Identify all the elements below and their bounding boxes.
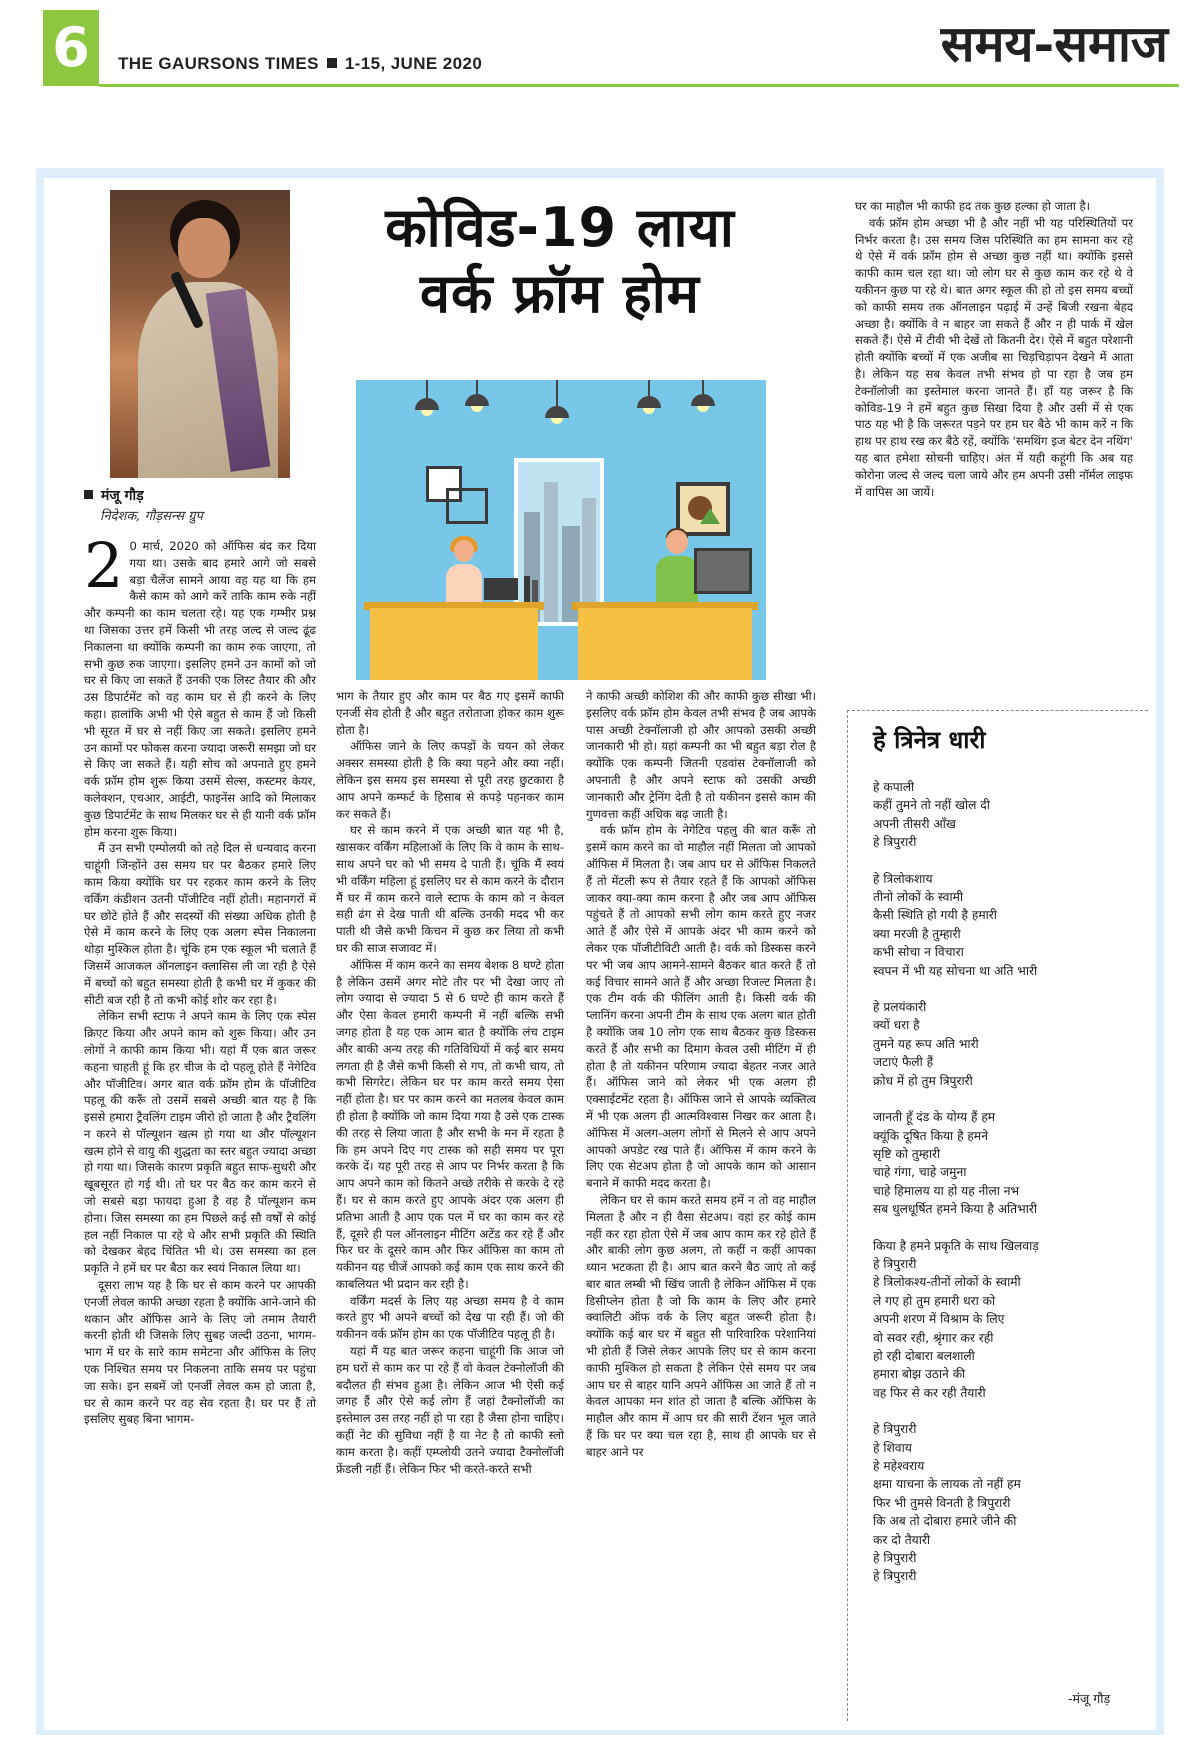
article-paragraph: घर से काम करने में एक अच्छी बात यह भी है, खासकर वर्किंग महिलाओं के लिए कि वे काम के साथ-साथ अपने घर को भी समय दे पाती हैं। चूंकि मैं स्वयं भी वर्किंग महिला हूं इसलिए घर से काम करने के दौरान मैं घर में काम करने वाले स्टाफ के काम को न केवल सही ढंग से देख पाती थी बल्कि उनकी मदद भी कर पाती थी जैसे कभी किचन में कुछ कर लिया तो कभी घर की साज सजावट में। [336,823,564,955]
desk-right [578,608,752,680]
article-paragraph: भाग के तैयार हुए और काम पर बैठ गए इसमें काफी एनर्जी सेव होती है और बहुत तरोताजा होकर काम शुरू होता है। [336,689,564,737]
masthead [0,0,1200,88]
poem-stanza [873,998,1143,1090]
poem-line: हे त्रिपुरारी [873,1569,917,1584]
article-paragraph: वर्क फ्रॉम होम अच्छा भी है और नहीं भी यह परिस्थितियों पर निर्भर करता है। उस समय जिस परिस्थिति का हम सामना कर रहे थे ऐसे में वर्क फ्रॉम होम से अच्छा कुछ नहीं था। क्योंकि इससे काफी काम चल रहा था। जो लोग घर से कुछ काम कर रहे थे वे यकीनन कुछ पा रहे थे। बात अगर स्कूल की हो तो इस समय बच्चों को काफी समय तक ऑनलाइन पढ़ाई में उन्हें बिजी रखना बेहद अच्छा है। क्योंकि वे न बाहर जा सकते हैं और न ही पार्क में खेल सकते हैं। ऐसे में टीवी भी देखें तो कितनी देर। ऐसे में बहुत परेशानी होती क्योंकि बच्चों में एक अजीब सा चिड़चिड़ापन देखने में आता है। लेकिन यह सब केवल तभी संभव हो पा रहा है जब हम टेक्नॉलोजी का इस्तेमाल करना जानते हैं। हाँ यह जरूर है कि कोविड-19 ने हमें बहुत कुछ सिखा दिया है और उसी में से एक पाठ यह भी है कि जरूरत पड़ने पर हम घर बैठे भी काम करें न कि हाथ पर हाथ रख कर बैठे रहें, क्योंकि 'समथिंग इज बेटर देन नथिंग' यह बात हमेशा सोचनी चाहिए। अंत में यही कहूंगी कि अब यह कोरोना जल्द से जल्द चला जाये और हम अपनी उसी नॉर्मल लाइफ में वापिस आ जायें। [855,215,1133,499]
article-paragraph: वर्क फ्रॉम होम के नेगेटिव पहलु की बात करूँ तो इसमें काम करने का वो माहौल नहीं मिलता जो आपको ऑफिस में मिलता है। जब आप घर से ऑफिस निकलते हैं तो मेंटली रूप से तैयार रहते हैं कि आपको ऑफिस जाकर क्या-क्या काम करना है और जब आप ऑफिस पहुंचते हैं तो आपको सभी लोग काम करते हुए नजर आते हैं और ऐसे में आपके अंदर भी काम करने को लेकर एक पॉजीटीविटी आती है। वर्क को डिस्कस करने पर भी जब आप आमने-सामने बैठकर बात करते हैं तो कई विचार सामने आते हैं और अच्छा रिजल्ट मिलता है। एक टीम वर्क की फीलिंग आती है। किसी वर्क की प्लानिंग करना अपनी टीम के साथ एक अलग बात होती है क्योंकि जब 10 लोग एक साथ बैठकर कुछ डिस्कस करते हैं और सभी का दिमाग केवल उसी मीटिंग में ही होता है तो यकीनन परिणाम ज्यादा बेहतर नजर आते हैं। ऑफिस जाने को लेकर भी एक अलग ही एक्साईटमेंट रहता है। ऑफिस जाने से आपके व्यक्तित्व में भी एक अलग ही आत्मविश्वास निखर कर आता है। ऑफिस में अलग-अलग लोगों से मिलने से आप अपने आपको अपडेट रख पाते हैं। ऑफिस में काम करने के लिए एक सेटअप होता है जो आपके काम को आसान बनाने में काफी मदद करता है। [586,823,816,1191]
article-paragraph: ने काफी अच्छी कोशिश की और काफी कुछ सीखा भी। इसलिए वर्क फ्रॉम होम केवल तभी संभव है जब आपके पास अच्छी टेक्नॉलाजी हो और आपको उसकी अच्छी जानकारी भी हो। यहां कम्पनी का भी बहुत बड़ा रोल है क्योंकि एक कम्पनी जितनी एडवांस टेक्नॉलाजी को अपनाती है और अपने स्टाफ को उसकी अच्छी जानकारी और ट्रेनिंग देती है तो यकीनन इससे काम की गुणवत्ता कहीं अधिक बढ़ जाती है। [586,689,816,821]
man-working-icon [656,530,696,604]
poem-line: तीनो लोकों के स्वामी [873,890,964,905]
article-paragraph: 2 0 मार्च, 2020 को ऑफिस बंद कर दिया गया था। उसके बाद हमारे आगे जो सबसे बड़ा चैलेंज सामने आया वह यह था कि हम कैसे काम को आगे करें ताकि काम रुके नहीं और कम्पनी का काम चलता रहे। यह एक गम्भीर प्रश्न था जिसका उत्तर हमें किसी भी तरह जल्द से जल्द ढूंढ निकालना था क्योंकि कम्पनी का काम रुक जाएगा, तो सभी कुछ रुक जाएगा। इसलिए हमने उन कामों को जो घर से किए जा सकते हैं उनकी एक लिस्ट तैयार की और उस डिपार्टमेंट को वह काम घर से ही करने के लिए कहा। हालांकि अभी भी ऐसे बहुत से काम हैं जो किसी भी सूरत में घर से नहीं किए जा सकते। इसलिए हमने उन कामों पर फोकस करना ज्यादा जरूरी समझा जो घर से किए जा सकते हैं। यही सोच को अपनाते हुए हमने वर्क फ्रॉम होम शुरू किया उसमें सेल्स, कस्टमर केयर, कलेक्शन, एचआर, आईटी, फाइनेंस आदि को मिलाकर कुछ डिपार्टमेंट के साथ मिलकर घर से ही यानी वर्क फ्रॉम होम करना शुरू किया। [84,529,316,839]
article-paragraph: लेकिन सभी स्टाफ ने अपने काम के लिए एक स्पेस क्रिएट किया और अपने काम को शुरू किया। और उन लोगों ने काफी काम किया भी। यहां मैं एक बात जरूर कहना चाहती हूं कि हर चीज के दो पहलू होते हैं नेगेटिव और पॉजीटिव। अगर बात वर्क फ्रॉम होम के पॉजीटिव पहलू की करूँ तो उसमें सबसे अच्छी बात यह है कि इससे हमारा ट्रैवलिंग टाइम जीरो हो जाता है और ट्रैवलिंग न करने से पॉल्यूशन खत्म हो गया था और पॉल्यूशन खत्म होने से वायु की शुद्धता का स्तर बहुत ज्यादा अच्छा हो गया था। जिसके कारण प्रकृति बहुत साफ-सुथरी और खूबसूरत हो गई थी। तो घर पर बैठ कर काम करने से जो सबसे बड़ा फायदा हुआ है वह है पॉल्यूशन कम होना। जिस समस्या का हम पिछले कई सौ वर्षों से कोई हल नहीं निकाल पा रहे थे और सभी प्रकृति की स्थिति को देखकर बेहद चिंतित भी थे। उस समस्या का हल प्रकृति ने हमें घर पर बैठा कर स्वयं निकाल लिया था। [84,1009,316,1276]
poem-line: हे त्रिपुरारी [873,1422,917,1437]
square-bullet-icon [84,490,93,499]
article-paragraph: लेकिन घर से काम करते समय हमें न तो वह माहौल मिलता है और न ही वैसा सेटअप। वहां हर कोई काम नहीं कर रहा होता ऐसे में जब आप काम कर रहे होते हैं और बाकी लोग कुछ अलग, तो कहीं न कहीं आपका ध्यान भटकता ही है। आप बात करने बैठ जाएं तो कई बार बात लम्बी भी खिंच जाती है लेकिन ऑफिस में एक डिसीप्लेन होता है जो कि काम के लिए और हमारे क्वालिटी ऑफ वर्क के लिए बहुत जरूरी होता है। क्योंकि कई बार घर में बहुत सी पारिवारिक परेशानियां भी होती हैं जिसे लेकर आपके लिए घर से काम करना काफी मुश्किल हो सकता है लेकिन ऐसे समय पर जब आप घर से बाहर यानि अपने ऑफिस आ जाते हैं तो न केवल आपका मन शांत हो जाता है बल्कि ऑफिस के माहौल और काम में आप घर की सारी टेंशन भूल जाते हैं कि घर पर क्या चल रहा है, साथ ही आपके घर से बाहर आने पर [586,1192,816,1459]
poem-line: सृष्टि को तुम्हारी [873,1146,941,1161]
laptop-icon [484,578,518,600]
poem-line: हमारा बोझ उठाने की [873,1367,966,1382]
desk-left [370,608,538,680]
poem-line: हो रही दोबारा बलशाली [873,1348,975,1363]
poem-stanza [873,1237,1143,1403]
author-photo [110,190,290,478]
author-name: मंजू गौड़ [101,488,144,504]
poem-stanza [873,870,1143,980]
poem-line: सब धुलधूर्षित हमने किया है अतिभारी [873,1202,1037,1217]
square-bullet-icon [327,58,337,68]
headline [340,195,780,327]
poem-line: तुमने यह रूप अति भारी [873,1036,979,1051]
publication-line [118,54,482,74]
poem-line: वो सवर रही, श्रृंगार कर रही [873,1330,994,1345]
poem-line: फिर भी तुमसे विनती है त्रिपुरारी [873,1495,1011,1510]
poem-line: क्या मरजी है तुम्हारी [873,926,961,941]
poem-line: अपनी तीसरी आँख [873,816,956,831]
poem-line: हे त्रिलोकशाय [873,871,933,886]
headline-line-2: वर्क फ्रॉम होम [420,262,700,325]
poem-line: क्यों धरा है [873,1018,920,1033]
article-paragraph: यहां मैं यह बात जरूर कहना चाहूंगी कि आज जो हम घरों से काम कर पा रहे हैं वो केवल टेक्नोलॉजी की बदौलत ही संभव हुआ है। लेकिन आज भी ऐसी कई जगह हैं और ऐसे कई लोग हैं जहां टैक्नोलॉजी का इस्तेमाल उस तरह नहीं हो पा रहा है जैसा होना चाहिए। कहीं नेट की सुविधा नहीं है या नेट है तो काफी स्लो काम करता है। कहीं एम्प्लोयी उतने ज्यादा टैक्नोलॉजी फ्रेंडली नहीं हैं। लेकिन फिर भी करते-करते सभी [336,1344,564,1476]
article-column-2 [336,688,564,1477]
publication-name: THE GAURSONS TIMES [118,54,319,73]
author-byline [84,486,144,505]
masthead-rule [99,84,1179,87]
author-title: निदेशक, गौड़सन्स ग्रुप [100,509,203,524]
article-paragraph: घर का माहौल भी काफी हद तक कुछ हल्का हो जाता है। [855,199,1091,213]
poem-line: क्यूंकि दूषित किया है हमने [873,1128,988,1143]
poem-line: अपनी शरण में विश्राम के लिए [873,1312,1005,1327]
article-paragraph: मैं उन सभी एम्पोलयी को तहे दिल से धन्यवाद करना चाहूंगी जिन्होंने उस समय घर पर बैठकर हमारे लिए काम किया क्योंकि घर पर रहकर काम करने के लिए वर्किंग कंडीशन उतनी पॉजीटिव नहीं होती। महानगरों में घर छोटे होते हैं और सदस्यों की संख्या अधिक होती है ऐसे में काम करने के लिए एक अलग स्पेस निकालना थोड़ा मुश्किल होता है। चूंकि हम एक स्कूल भी चलाते हैं जिसमें आजकल ऑनलाइन क्लासिस ली जा रही है ऐसे में बच्चों को बहुत समस्या होती है कभी घर में कुकर की सीटी बज रही है तो कभी कोई शोर कर रहा है। [84,841,316,1007]
work-from-home-illustration [356,380,766,680]
article-column-3 [586,688,816,1461]
article-paragraph: दूसरा लाभ यह है कि घर से काम करने पर आपकी एनर्जी लेवल काफी अच्छा रहता है क्योंकि आने-जाने की थकान और ऑफिस आने के लिए जो तमाम तैयारी करनी होती थी जिसके लिए सुबह जल्दी उठना, भागम-भाग में घर के सारे काम समेटना और ऑफिस के लिए एक निश्चित समय पर निकलना ताकि समय पर पहुंचा जा सके। इन सबमें जो एनर्जी लेवल कम हो जाता है, घर से काम करने पर वह सेव रहता है। घर पर हैं तो इसलिए सुबह बिना भागम- [84,1278,316,1427]
poem-line: कभी सोचा न विचारा [873,945,964,960]
poem-stanza [873,778,1143,852]
wall-painting-icon [676,482,730,536]
article-paragraph: वर्किंग मदर्स के लिए यह अच्छा समय है वे काम करते हुए भी अपने बच्चों को देख पा रही हैं। जो की यकीनन वर्क फ्रॉम होम का एक पॉजीटिव पहलू ही है। [336,1293,564,1342]
poem-line: हे त्रिपुरारी [873,835,917,850]
poem-line: क्रोध में हो तुम त्रिपुरारी [873,1073,973,1088]
poem-line: हे महेश्वराय [873,1459,925,1473]
poem-line: किया है हमने प्रकृति के साथ खिलवाड़ [873,1238,1039,1253]
poem-line: हे प्रलयंकारी [873,1000,927,1015]
poem-stanza [873,1108,1143,1218]
poem-line: कैसी स्थिति हो गयी है हमारी [873,908,997,923]
poem-line: हे त्रिलोकश्य-तीनों लोकों के स्वामी [873,1275,1021,1290]
issue-date: 1-15, JUNE 2020 [344,54,483,73]
headline-line-1: कोविड-19 लाया [385,196,735,259]
poem-line: कर दो तैयारी [873,1532,931,1547]
poem-line: हे कपाली [873,780,915,794]
poem-line: ले गए हो तुम हमारी धरा को [873,1293,996,1308]
section-title: समय-समाज [940,14,1168,73]
poem-line: चाहे गंगा, चाहे जमुना [873,1165,967,1180]
poem-line: कि अब तो दोबारा हमारे जीने की [873,1514,1017,1529]
article-column-4 [855,198,1133,500]
poem-line: कहीं तुमने तो नहीं खोल दी [873,798,990,813]
poem-line: जानती हूँ दंड के योग्य हैं हम [873,1110,996,1125]
poem-line: स्वपन में भी यह सोचना था अति भारी [873,963,1038,978]
poem-line: हे त्रिपुरारी [873,1256,917,1271]
article-paragraph: ऑफिस में काम करने का समय बेशक 8 घण्टे होता है लेकिन उसमें अगर मोटे तौर पर भी देखा जाए तो लोग ज्यादा से ज्यादा 5 से 6 घण्टे ही काम करते हैं और ऐसा केवल हमारी कम्पनी में नहीं बल्कि सभी जगह होता है यह एक आम बात है क्योंकि लंच टाइम और बाकी अन्य तरह की गतिविधियों में कई बार समय लगता ही है जैसे कभी किसी से गप, तो कभी चाय, तो कभी सिगरेट। लेकिन घर पर काम करते समय ऐसा नहीं होता है। घर पर काम करने का मतलब केवल काम ही होता है क्योंकि जो काम दिया गया है उसे एक टास्क की तरह से लिया जाता है और सभी के मन में रहता है कि हम अपने दिए गए टास्क को सही समय पर पूरा करके दें। यह पूरी तरह से आप पर निर्भर करता है कि आप अपने काम को कितने अच्छे तरीके से करके दे रहे हैं। घर से काम करते हुए आपके अंदर एक अलग ही प्रतिभा आती है आप एक पल में घर का काम कर रहे हैं, दूसरे ही पल ऑनलाइन मीटिंग अटेंड कर रहे हैं और फिर घर के दूसरे काम और फिर ऑफिस का काम तो यकीनन यह चीजें आपको कई काम एक साथ करने की काबलियत भी प्रदान कर रही है। [336,957,564,1291]
poem-line: जटाएं फैली हैं [873,1055,934,1070]
poem-line: क्षमा याचना के लायक तो नहीं हम [873,1477,1021,1492]
article-paragraph: ऑफिस जाने के लिए कपड़ों के चयन को लेकर अक्सर समस्या होती है कि क्या पहने और क्या नहीं। लेकिन इस समय इस समस्या से पूरी तरह छुटकारा है आप अपने कम्फर्ट के हिसाब से कपड़े पहनकर काम कर सकते हैं। [336,739,564,821]
picture-frame-icon [446,488,488,524]
poem-line: वह फिर से कर रही तैयारी [873,1385,986,1400]
poem-line: हे शिवाय [873,1440,912,1455]
poem-line: हे त्रिपुरारी [873,1551,917,1566]
monitor-icon [694,548,752,594]
poem-body [873,778,1143,1604]
woman-working-icon [446,540,480,604]
poem-title: हे त्रिनेत्र धारी [873,726,986,754]
page-number: 6 [43,10,99,86]
article-column-1 [84,529,316,1428]
poem-signature: -मंजू गौड़ [1068,1691,1111,1706]
poem-line: चाहे हिमालय या हो यह नीला नभ [873,1183,1020,1198]
drop-cap: 2 [84,529,124,602]
poem-stanza [873,1420,1143,1586]
